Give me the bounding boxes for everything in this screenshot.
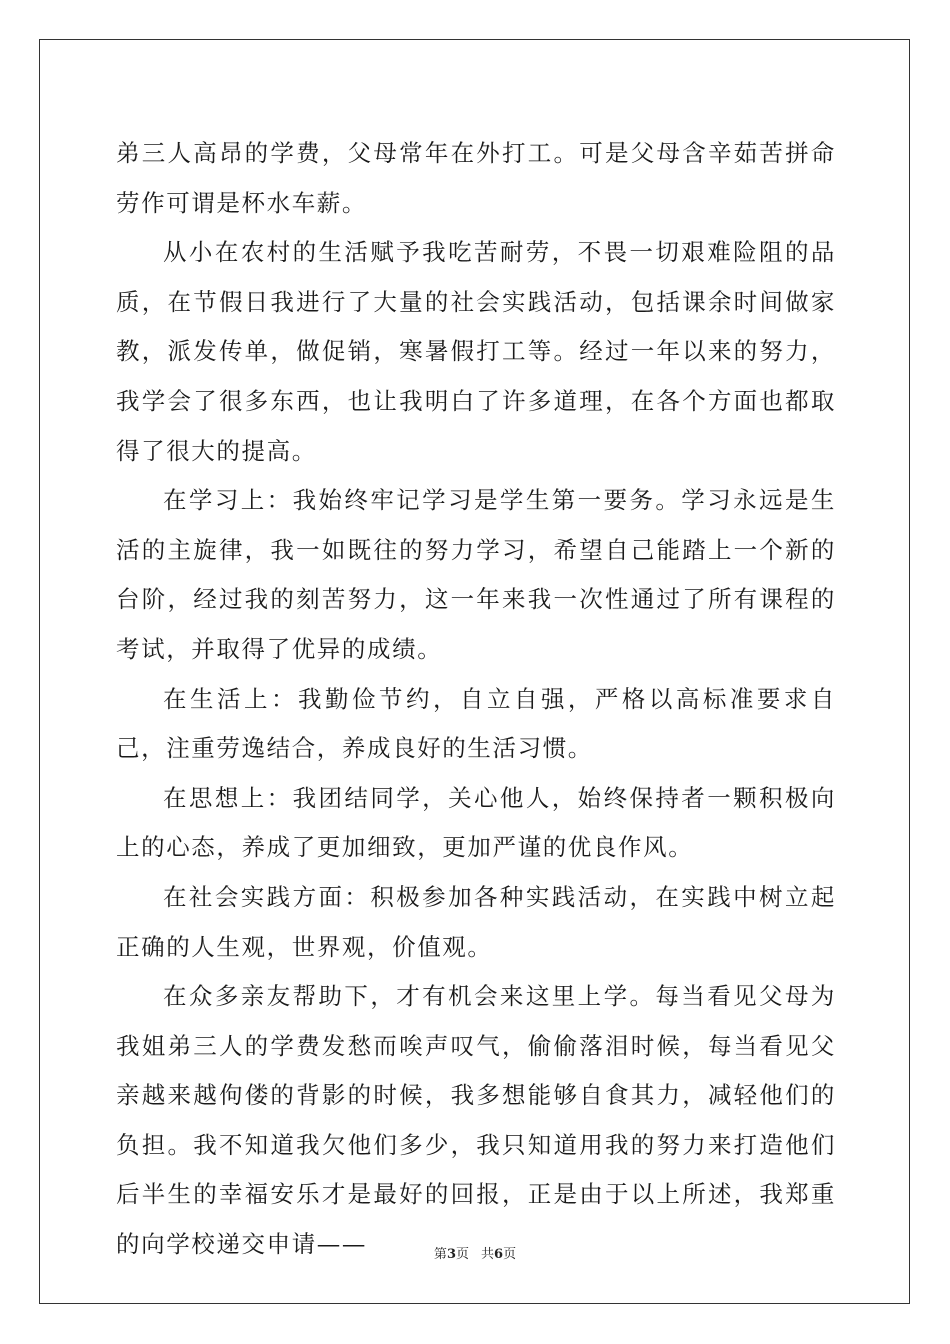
page-suffix: 页 [455, 1247, 469, 1262]
paragraph-1: 弟三人高昂的学费，父母常年在外打工。可是父母含辛茹苦拼命劳作可谓是杯水车薪。 [116, 139, 836, 217]
paragraph-5: 在思想上：我团结同学，关心他人，始终保持者一颗积极向上的心态，养成了更加细致，更加严谨的优良作风。 [116, 783, 836, 862]
total-prefix: 共 [481, 1247, 495, 1262]
paragraph-4: 在生活上：我勤俭节约，自立自强，严格以高标准要求自己，注重劳逸结合，养成良好的生活习惯。 [116, 684, 836, 763]
page-footer [0, 1246, 950, 1264]
document-body [116, 129, 836, 1270]
paragraph-3: 在学习上：我始终牢记学习是学生第一要务。学习永远是生活的主旋律，我一如既往的努力学习，希望自己能踏上一个新的台阶，经过我的刻苦努力，这一年来我一次性通过了所有课程的考试，并取得了优异的成绩。 [116, 486, 836, 663]
current-page-number: 3 [446, 1247, 456, 1262]
page-prefix: 第 [433, 1247, 447, 1262]
paragraph-2: 从小在农村的生活赋予我吃苦耐劳，不畏一切艰难险阻的品质，在节假日我进行了大量的社会实践活动，包括课余时间做家教，派发传单，做促销，寒暑假打工等。经过一年以来的努力，我学会了很多东西，也让我明白了许多道理，在各个方面也都取得了很大的提高。 [116, 238, 836, 465]
paragraph-7: 在众多亲友帮助下，才有机会来这里上学。每当看见父母为我姐弟三人的学费发愁而唉声叹气，偷偷落泪时候，每当看见父亲越来越佝偻的背影的时候，我多想能够自食其力，减轻他们的负担。我不知道我欠他们多少，我只知道用我的努力来打造他们后半生的幸福安乐才是最好的回报，正是由于以上所述，我郑重的向学校递交申请—— [116, 982, 836, 1259]
total-suffix: 页 [503, 1247, 517, 1262]
total-page-count: 6 [494, 1247, 504, 1262]
paragraph-6: 在社会实践方面：积极参加各种实践活动，在实践中树立起正确的人生观，世界观，价值观。 [116, 882, 836, 961]
